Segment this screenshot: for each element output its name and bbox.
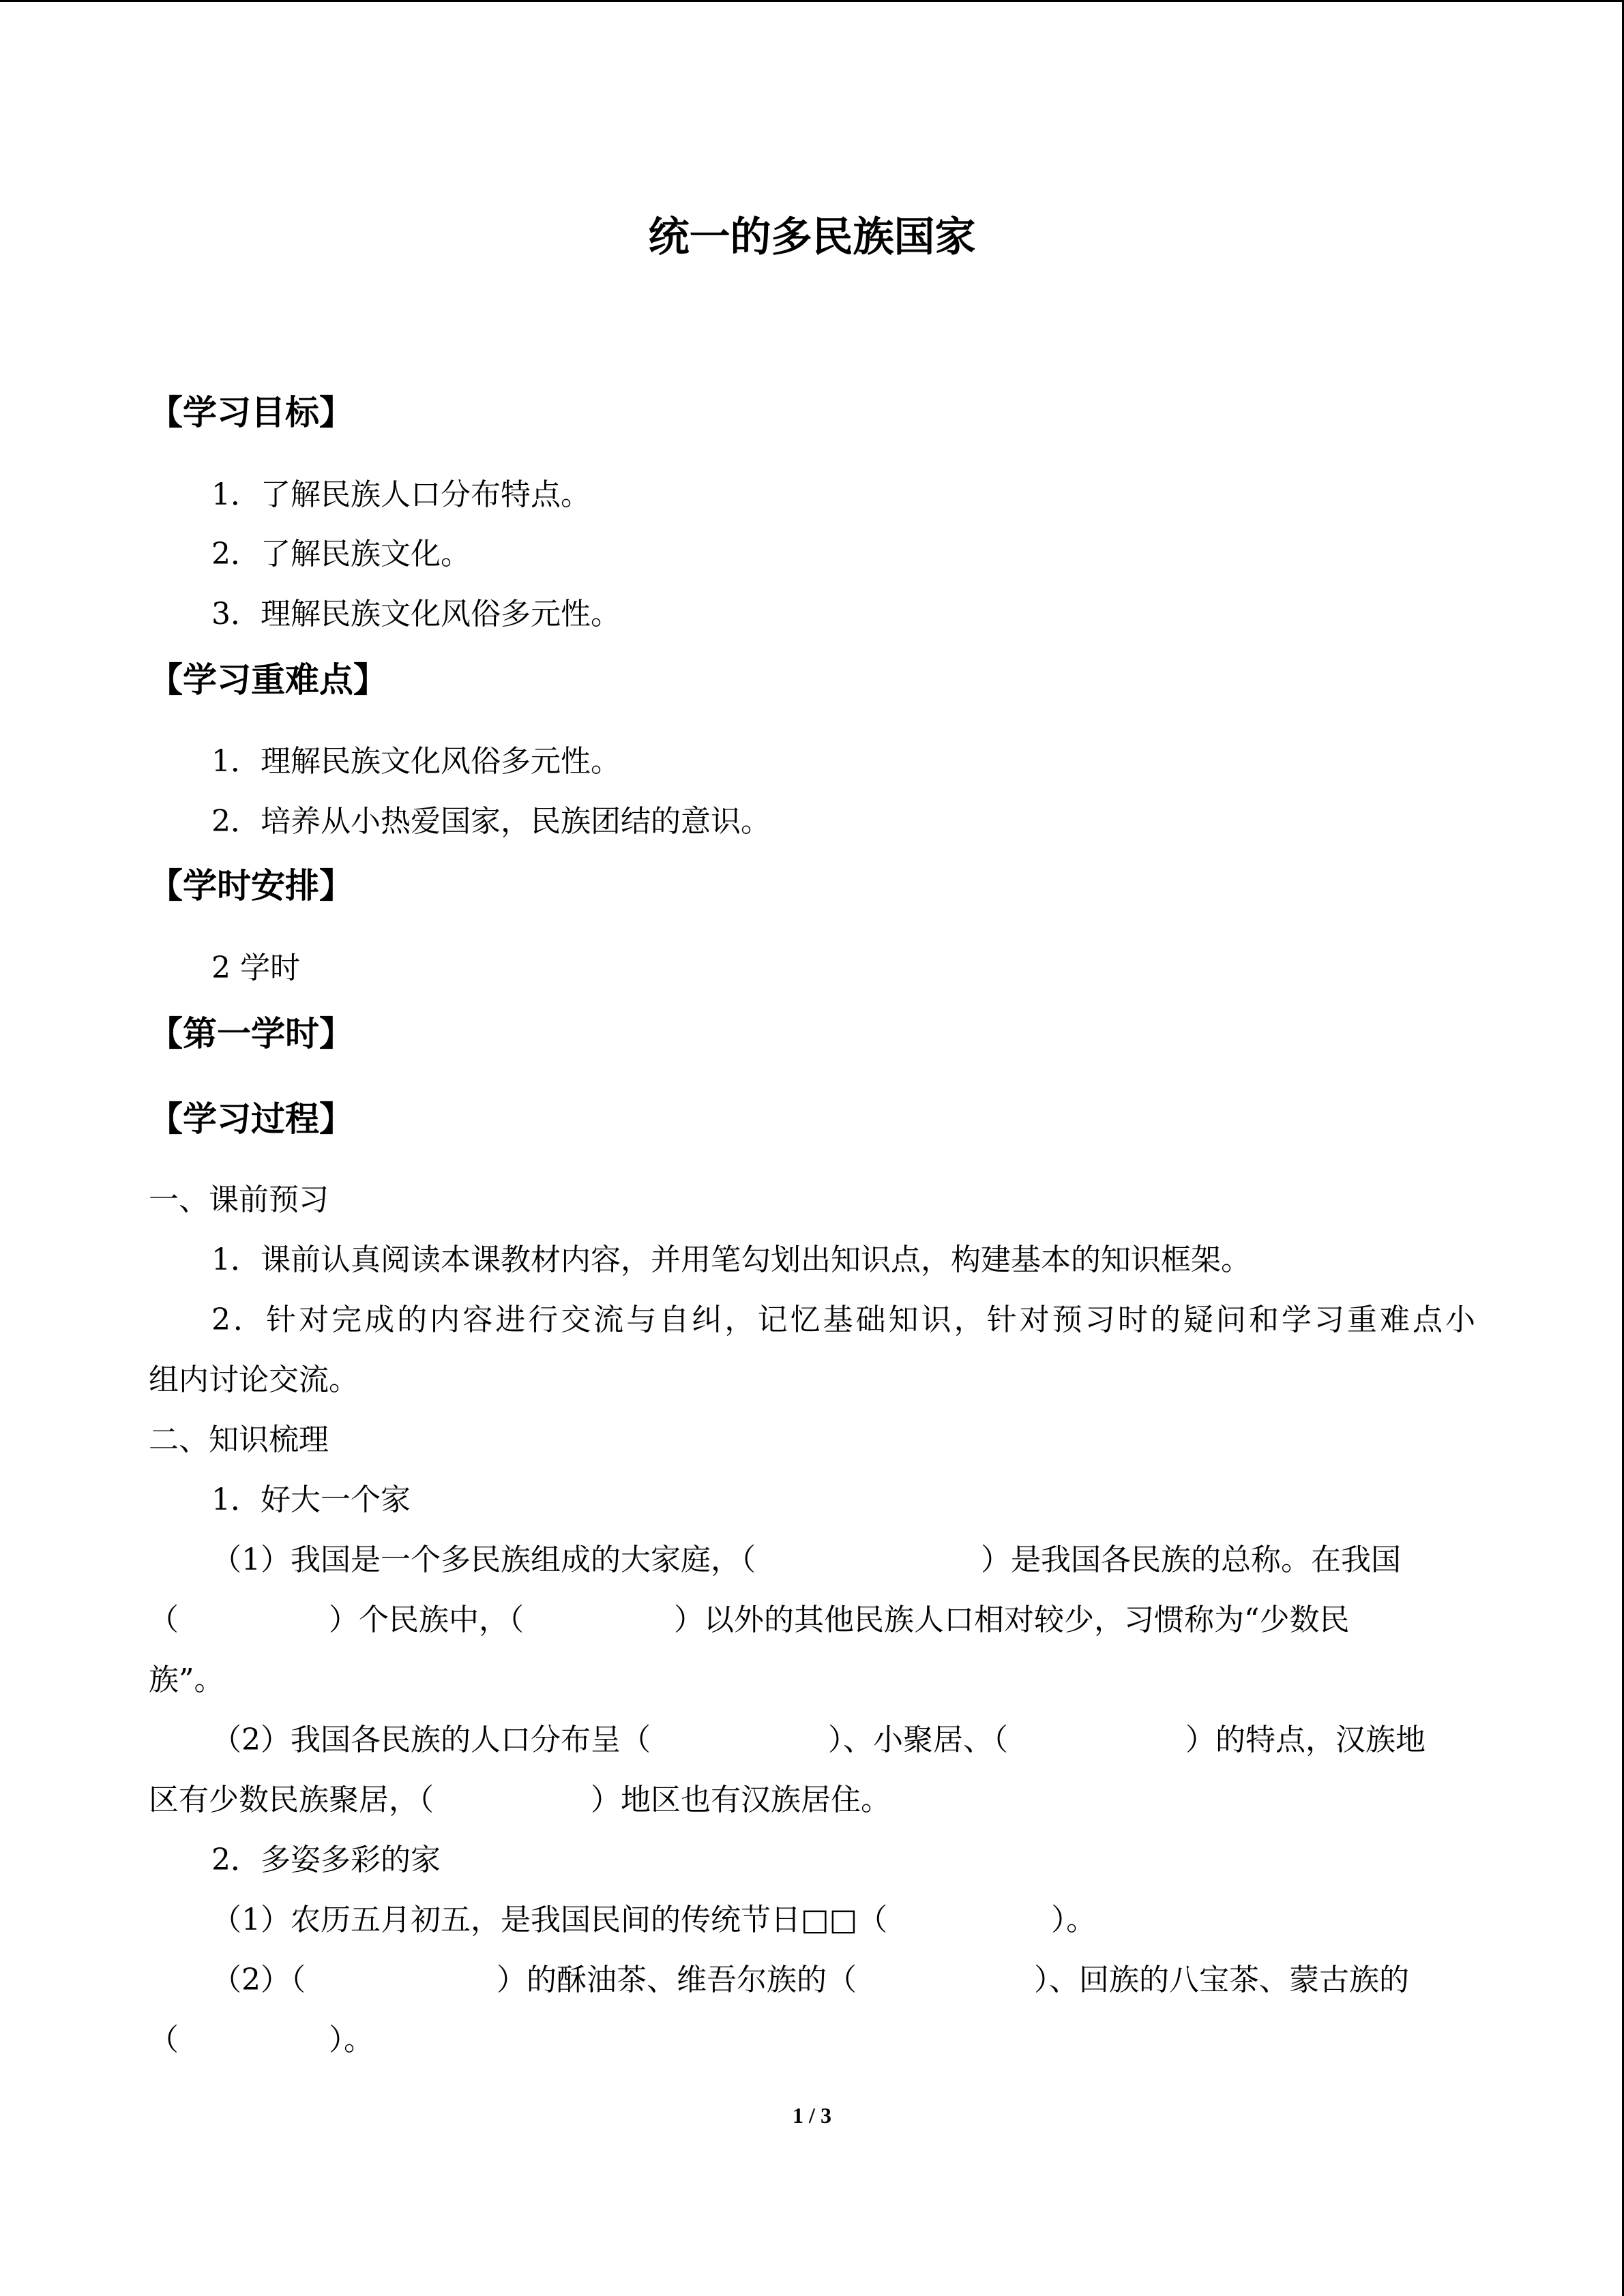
objective-item: 2．了解民族文化。 <box>211 537 471 571</box>
document-title: 统一的多民族国家 <box>648 213 976 261</box>
schedule-heading: 【学时安排】 <box>149 866 353 906</box>
key-points-heading: 【学习重难点】 <box>149 660 387 700</box>
question-4-line-2: （ ）。 <box>149 2023 374 2057</box>
question-3: （1）农历五月初五，是我国民间的传统节日□□（ ）。 <box>211 1903 1097 1937</box>
page-number: 1 / 3 <box>793 2103 831 2128</box>
question-2-line-1: （2）我国各民族的人口分布呈（ ）、小聚居、（ ）的特点，汉族地 <box>211 1723 1426 1757</box>
question-2-line-2: 区有少数民族聚居，（ ）地区也有汉族居住。 <box>149 1783 891 1817</box>
objective-item: 3．理解民族文化风俗多元性。 <box>211 597 621 631</box>
first-period-heading: 【第一学时】 <box>149 1014 353 1054</box>
knowledge-sub-1: 1．好大一个家 <box>211 1482 411 1517</box>
question-4-line-1: （2）（ ）的酥油茶、维吾尔族的（ ）、回族的八宝茶、蒙古族的 <box>211 1963 1409 1997</box>
page-top-border <box>0 0 1624 2</box>
question-1-line-3: 族”。 <box>149 1663 224 1697</box>
preview-item-2-line-2: 组内讨论交流。 <box>149 1362 359 1397</box>
preview-item-2-line-1: 2．针对完成的内容进行交流与自纠，记忆基础知识，针对预习时的疑问和学习重难点小 <box>211 1302 1475 1337</box>
knowledge-heading: 二、知识梳理 <box>149 1422 329 1457</box>
objective-item: 1．了解民族人口分布特点。 <box>211 477 591 512</box>
question-1-line-2: （ ）个民族中，（ ）以外的其他民族人口相对较少，习惯称为“少数民 <box>149 1602 1350 1637</box>
key-point-item: 1．理解民族文化风俗多元性。 <box>211 744 621 779</box>
preview-heading: 一、课前预习 <box>149 1182 329 1217</box>
knowledge-sub-2: 2．多姿多彩的家 <box>211 1843 441 1877</box>
question-1-line-1: （1）我国是一个多民族组成的大家庭，（ ）是我国各民族的总称。在我国 <box>211 1542 1401 1577</box>
preview-item-1: 1．课前认真阅读本课教材内容，并用笔勾划出知识点，构建基本的知识框架。 <box>211 1242 1251 1277</box>
key-point-item: 2．培养从小热爱国家，民族团结的意识。 <box>211 804 771 839</box>
objectives-heading: 【学习目标】 <box>149 393 353 432</box>
process-heading: 【学习过程】 <box>149 1099 353 1139</box>
schedule-text: 2 学时 <box>211 951 300 985</box>
